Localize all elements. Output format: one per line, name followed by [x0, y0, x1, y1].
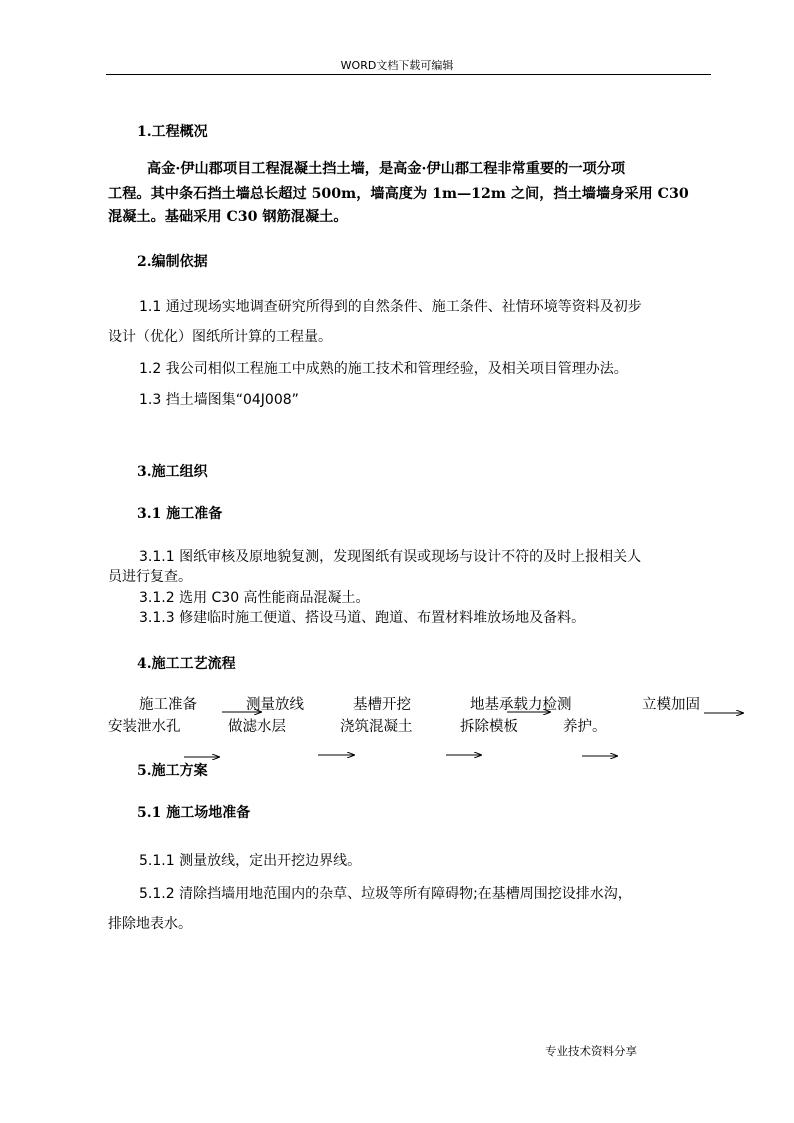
section-1-line-2: 工程。其中条石挡土墙总长超过 500m，墙高度为 1m—12m 之间，挡土墙墙身采用 C30 [108, 186, 689, 202]
section-5-1-heading: 5.1 施工场地准备 [137, 805, 251, 821]
flow-step-drain-holes: 安装泄水孔 [108, 719, 181, 735]
section-3-item-2: 3.1.2 选用 C30 高性能商品混凝土。 [139, 590, 370, 606]
page-footer: 专业技术资料分享 [545, 1044, 637, 1058]
section-1-line-1: 高金·伊山郡项目工程混凝土挡土墙，是高金·伊山郡工程非常重要的一项分项 [147, 161, 626, 177]
flow-step-formwork: 立模加固 [642, 697, 700, 713]
flow-step-measure: 测量放线 [246, 697, 304, 713]
section-5-item-2-line-1: 5.1.2 清除挡墙用地范围内的杂草、垃圾等所有障碍物;在基槽周围挖设排水沟， [139, 886, 632, 902]
flow-step-pour-concrete: 浇筑混凝土 [340, 719, 413, 735]
flow-step-curing: 养护。 [563, 719, 607, 735]
flow-step-filter-layer: 做滤水层 [228, 719, 286, 735]
section-2-item-2: 1.2 我公司相似工程施工中成熟的施工技术和管理经验，及相关项目管理办法。 [139, 361, 628, 377]
section-3-item-1-line-2: 员进行复查。 [108, 569, 192, 585]
section-5-heading: 5.施工方案 [137, 763, 208, 779]
section-3-item-3: 3.1.3 修建临时施工便道、搭设马道、跑道、布置材料堆放场地及备料。 [139, 610, 586, 626]
section-2-heading: 2.编制依据 [137, 254, 208, 270]
section-2-item-1-line-1: 1.1 通过现场实地调查研究所得到的自然条件、施工条件、社情环境等资料及初步 [139, 299, 642, 315]
section-4-heading: 4.施工工艺流程 [137, 656, 236, 672]
section-1-line-3: 混凝土。基础采用 C30 钢筋混凝土。 [108, 209, 348, 225]
section-3-1-heading: 3.1 施工准备 [137, 506, 223, 522]
flow-step-survey-prep: 施工准备 [139, 697, 197, 713]
section-3-heading: 3.施工组织 [137, 464, 208, 480]
page-header: WORD文档下载可编辑 [340, 59, 454, 72]
flow-step-bearing-test: 地基承载力检测 [470, 697, 572, 713]
section-3-item-1-line-1: 3.1.1 图纸审核及原地貌复测，发现图纸有误或现场与设计不符的及时上报相关人 [139, 549, 642, 565]
flow-step-excavate: 基槽开挖 [353, 697, 411, 713]
section-2-item-3: 1.3 挡土墙图集“04J008” [139, 392, 299, 408]
section-2-item-1-line-2: 设计（优化）图纸所计算的工程量。 [108, 329, 332, 345]
section-5-item-2-line-2: 排除地表水。 [108, 916, 192, 932]
section-1-heading: 1.工程概况 [137, 124, 208, 140]
section-5-item-1: 5.1.1 测量放线，定出开挖边界线。 [139, 853, 362, 869]
flow-step-remove-formwork: 拆除模板 [460, 719, 518, 735]
